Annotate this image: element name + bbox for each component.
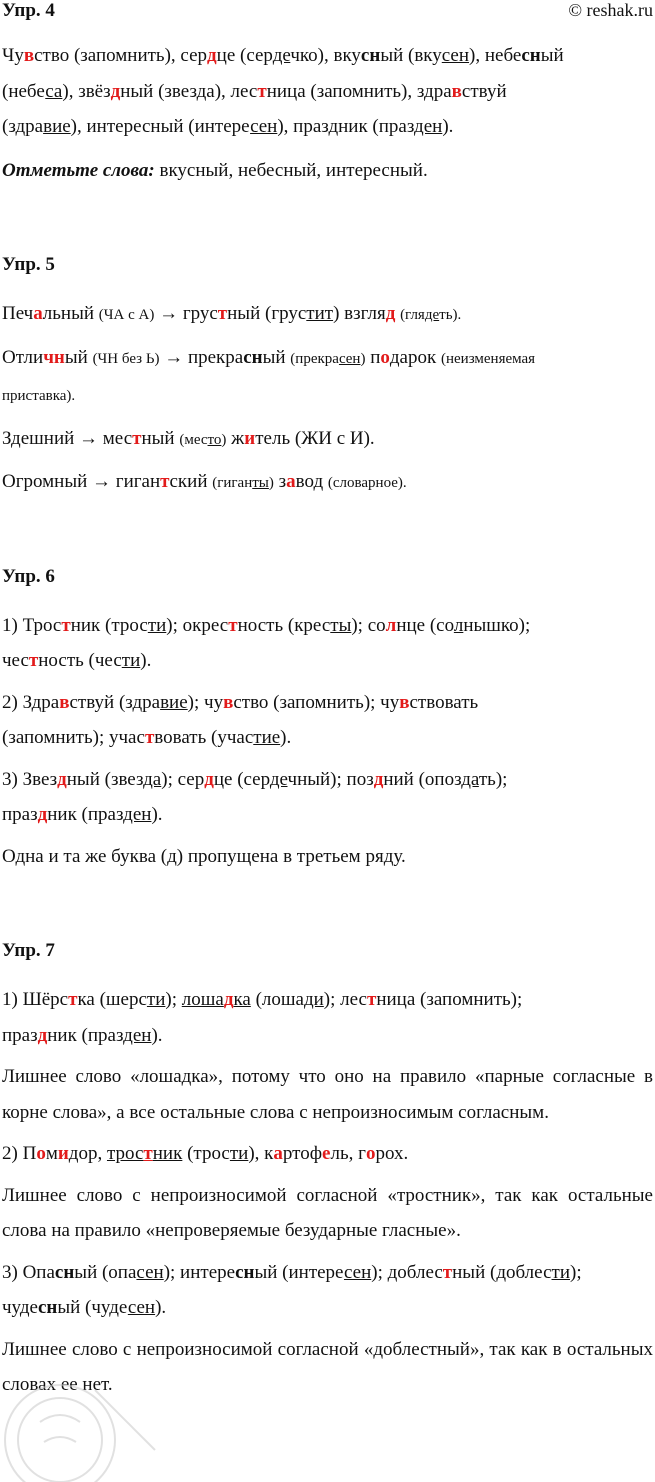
ex4-mark-words	[2, 153, 653, 189]
text-segment: → грус	[154, 303, 218, 324]
text-segment: ый	[64, 346, 93, 368]
text-segment: тит	[306, 303, 334, 324]
ex6-note: Одна и та же буква (д) пропущена в третьем ряду.	[2, 845, 406, 867]
text-segment: ); доблес	[371, 1261, 443, 1283]
mark-text: вкусный, небесный, интересный.	[154, 159, 428, 181]
text-segment: ) взгля	[333, 303, 386, 324]
text-segment: чн	[43, 346, 65, 368]
text-segment: ый	[262, 346, 291, 368]
text-segment: тель (ЖИ с И).	[255, 427, 375, 449]
ex7-explanation-3: Лишнее слово с непроизносимой согласной «доблестный», так как в остальных словах ее нет.	[2, 1338, 653, 1395]
text-segment: сен	[441, 45, 470, 66]
text-segment: т	[442, 1261, 453, 1283]
text-segment: д	[385, 303, 396, 324]
text-segment: в	[451, 80, 462, 102]
text-segment: 3) Звез	[2, 768, 58, 790]
text-segment: а	[33, 303, 43, 324]
text-segment: ка	[233, 989, 251, 1010]
text-segment: ); интере	[163, 1261, 236, 1283]
text-segment: в	[59, 691, 70, 713]
text-segment: л	[453, 614, 464, 636]
text-segment: д	[204, 768, 214, 790]
text-segment: ность (чес	[38, 650, 122, 671]
text-segment: ый	[540, 45, 564, 66]
text-segment: (здра	[2, 116, 44, 137]
text-segment: сен	[343, 1261, 372, 1283]
text-segment: да	[461, 768, 479, 790]
ex7-line-5	[2, 1290, 653, 1326]
text-segment: ство (запомнить); чу	[233, 691, 400, 713]
text-segment: ), интересный (интере	[70, 116, 251, 137]
ex7-explanation-2: Лишнее слово с непроизносимой согласной «тростник», так как остальные слова на правило «непроверяемые безударные гласные».	[2, 1184, 653, 1241]
text-segment: ый (опа	[74, 1261, 137, 1283]
text-segment: в	[223, 691, 234, 713]
ex5-line-4	[2, 421, 653, 459]
text-segment: ).	[151, 1024, 163, 1046]
text-segment: );	[165, 989, 182, 1010]
ex5-line-5	[2, 464, 653, 502]
text-segment: т	[144, 727, 155, 748]
text-segment: сн	[360, 45, 381, 66]
text-segment: сен	[338, 350, 361, 367]
text-segment: ный (звезда), лес	[120, 80, 258, 102]
text-segment: са	[45, 80, 63, 102]
text-segment: ден	[414, 116, 443, 137]
text-segment: да	[143, 768, 162, 790]
text-segment: вие	[160, 691, 188, 713]
text-segment: (прекра	[290, 350, 339, 367]
text-segment: и	[244, 427, 256, 449]
text-segment: сн	[235, 1261, 255, 1283]
text-segment: ).	[280, 727, 292, 748]
exercise-5-title: Упр. 5	[2, 254, 55, 275]
text-segment: чный); поз	[287, 768, 374, 790]
text-segment: );	[570, 1261, 582, 1283]
text-segment: ый (вку	[380, 45, 442, 66]
text-segment: ний (опоз	[383, 768, 462, 790]
text-segment: де	[269, 768, 288, 790]
text-segment: )	[360, 350, 366, 367]
text-segment: ).	[155, 1297, 167, 1318]
text-segment: (словарное).	[327, 475, 407, 491]
text-segment: Отли	[2, 346, 44, 368]
exercise-7-title: Упр. 7	[2, 940, 55, 961]
text-segment: 1) Трос	[2, 614, 62, 636]
text-segment: то	[207, 431, 222, 448]
text-segment: ть).	[439, 307, 462, 323]
text-segment: т	[257, 80, 267, 102]
text-segment: вод	[295, 471, 328, 492]
text-segment: ник (трос	[70, 614, 148, 636]
text-segment: в	[23, 45, 35, 66]
ex5-line-2	[2, 340, 653, 378]
mark-label: Отметьте слова:	[2, 159, 155, 181]
text-segment: т	[217, 303, 228, 324]
ex7-line-3	[2, 1136, 653, 1172]
text-segment: праз	[2, 1024, 38, 1046]
page-header	[2, 0, 653, 30]
text-segment: ница (запомнить);	[376, 989, 523, 1010]
text-segment: ), звёз	[62, 80, 111, 102]
text-segment: о	[380, 346, 390, 368]
text-segment: 3) Опа	[2, 1261, 55, 1283]
text-segment: ди	[303, 989, 324, 1010]
text-segment: ), к	[248, 1143, 274, 1164]
ex7-explanation-1: Лишнее слово «лошадка», потому что оно на правило «парные согласные в корне слова», а все остальные слова с непроизносимым согласным.	[2, 1066, 653, 1123]
text-segment: Печ	[2, 303, 34, 324]
text-segment: це (сер	[216, 45, 273, 66]
text-segment: Здешний → мес	[2, 427, 133, 449]
ex6-line-1	[2, 608, 653, 644]
text-segment: ствуй	[461, 80, 507, 102]
text-segment: ный (грус	[227, 303, 307, 324]
text-segment: ты	[330, 614, 352, 636]
text-segment: ти	[147, 614, 167, 636]
text-segment: )	[268, 475, 274, 491]
text-segment: льный	[42, 303, 99, 324]
text-segment: (гиган	[212, 475, 253, 491]
text-segment: сен	[250, 116, 278, 137]
text-segment: ый (интере	[254, 1261, 344, 1283]
text-segment: дарок	[389, 346, 441, 368]
text-segment: д	[37, 1024, 48, 1046]
text-segment: ый (чуде	[57, 1297, 128, 1318]
text-segment: чуде	[2, 1297, 38, 1318]
ex6-line-4	[2, 720, 653, 756]
text-segment: ртоф	[282, 1143, 323, 1164]
text-segment: ный	[141, 427, 180, 449]
text-segment: Огромный → гиган	[2, 471, 161, 492]
text-segment: ден	[123, 1024, 152, 1046]
text-segment: ти	[146, 989, 166, 1010]
text-segment: а	[273, 1143, 283, 1164]
text-segment: д	[373, 768, 384, 790]
text-segment: праз	[2, 804, 38, 825]
text-segment: (ЧН без Ь)	[92, 350, 160, 367]
text-segment: ство (запомнить), сер	[34, 45, 208, 66]
text-segment: и	[57, 1143, 69, 1164]
text-segment: д	[57, 768, 67, 790]
text-segment: (мес	[179, 431, 208, 448]
text-segment: 2) П	[2, 1143, 37, 1164]
text-segment: (ЧА с А)	[98, 307, 155, 323]
text-segment: ), небе	[469, 45, 522, 66]
text-segment: рох.	[375, 1143, 409, 1164]
text-segment: ти	[551, 1261, 570, 1283]
text-segment: т	[61, 614, 71, 636]
text-segment: де	[272, 45, 291, 66]
text-segment: 1) Шёрс	[2, 989, 69, 1010]
text-segment: ка (шерс	[77, 989, 147, 1010]
text-segment: 2) Здра	[2, 691, 60, 713]
text-segment: ты	[252, 475, 269, 491]
text-segment: ль, г	[330, 1143, 366, 1164]
text-segment: з	[273, 471, 287, 492]
ex5-line-1	[2, 296, 653, 334]
text-segment: в	[399, 691, 410, 713]
ex6-line-5	[2, 762, 653, 798]
text-segment: (запомнить); учас	[2, 727, 145, 748]
text-segment: д	[207, 45, 217, 66]
text-segment: ); чу	[187, 691, 224, 713]
text-segment: ти	[229, 1143, 249, 1164]
text-segment: ден	[123, 804, 152, 825]
ex4-line-2	[2, 74, 653, 110]
text-segment: ); окрес	[166, 614, 229, 636]
ex7-line-4	[2, 1255, 653, 1291]
ex7-line-1	[2, 982, 653, 1018]
text-segment: п	[365, 346, 381, 368]
text-segment: (небе	[2, 80, 46, 102]
text-segment: т	[143, 1143, 153, 1164]
site-credit: © reshak.ru	[568, 0, 653, 20]
text-segment: ); сер	[161, 768, 205, 790]
ex6-line-2	[2, 643, 653, 679]
text-segment: ствовать	[409, 691, 479, 713]
text-segment: вие	[43, 116, 71, 137]
text-segment: приставка).	[2, 388, 76, 404]
text-segment: (гля	[400, 307, 425, 323]
text-segment: це (сер	[213, 768, 270, 790]
text-segment: д	[110, 80, 121, 102]
ex6-line-6	[2, 797, 653, 833]
text-segment: нце (со	[396, 614, 454, 636]
text-segment: т	[132, 427, 142, 449]
text-segment: ник (праз	[47, 804, 124, 825]
text-segment: сен	[127, 1297, 156, 1318]
ex7-line-2	[2, 1018, 653, 1054]
text-segment: лоша	[181, 989, 224, 1010]
text-segment: ность (крес	[237, 614, 331, 636]
text-segment: ).	[442, 116, 454, 137]
text-segment: ница (запомнить), здра	[266, 80, 452, 102]
text-segment: т	[366, 989, 377, 1010]
exercise-6-title: Упр. 6	[2, 565, 55, 587]
text-segment: сн	[243, 346, 263, 368]
text-segment: ник	[152, 1143, 183, 1164]
text-segment: о	[365, 1143, 376, 1164]
text-segment: ствуй (здра	[69, 691, 161, 713]
text-segment: д	[37, 804, 48, 825]
text-segment: л	[385, 614, 397, 636]
text-segment: е	[322, 1143, 331, 1164]
text-segment: ).	[140, 650, 152, 671]
text-segment: (неизменяемая	[440, 350, 536, 367]
text-segment: сн	[54, 1261, 75, 1283]
text-segment: м	[45, 1143, 58, 1164]
ex5-line-3	[2, 377, 653, 415]
text-segment: дор,	[68, 1143, 107, 1164]
text-segment: сн	[521, 45, 541, 66]
text-segment: ).	[151, 804, 163, 825]
text-segment: нышко);	[463, 614, 531, 636]
text-segment: чко), вку	[290, 45, 361, 66]
text-segment: т	[160, 471, 170, 492]
text-segment: чес	[2, 650, 29, 671]
ex6-line-3	[2, 685, 653, 721]
text-segment: д	[223, 989, 234, 1010]
text-segment: ский	[169, 471, 213, 492]
text-segment: ); лес	[323, 989, 367, 1010]
text-segment: Чу	[2, 45, 24, 66]
text-segment: ), праздник (праз	[277, 116, 415, 137]
text-segment: ти	[121, 650, 141, 671]
text-segment: т	[228, 614, 238, 636]
text-segment: )	[221, 431, 227, 448]
text-segment: ный (доблес	[452, 1261, 552, 1283]
text-segment: ); со	[351, 614, 386, 636]
text-segment: де	[424, 307, 440, 323]
text-segment: (лоша	[250, 989, 304, 1010]
ex4-line-3	[2, 109, 653, 145]
text-segment: а	[286, 471, 296, 492]
ex4-line-1	[2, 38, 653, 74]
text-segment: тие	[253, 727, 281, 748]
text-segment: сн	[37, 1297, 58, 1318]
text-segment: (трос	[182, 1143, 230, 1164]
text-segment: сен	[136, 1261, 164, 1283]
text-segment: ный (звез	[66, 768, 144, 790]
text-segment: о	[36, 1143, 46, 1164]
text-segment: трос	[106, 1143, 144, 1164]
exercise-4-title: Упр. 4	[2, 0, 55, 21]
text-segment: ник (праз	[47, 1024, 124, 1046]
text-segment: т	[68, 989, 78, 1010]
text-segment: вовать (учас	[154, 727, 254, 748]
text-segment: т	[28, 650, 39, 671]
text-segment: ж	[226, 427, 245, 449]
text-segment: ть);	[478, 768, 508, 790]
text-segment: → прекра	[159, 346, 244, 368]
